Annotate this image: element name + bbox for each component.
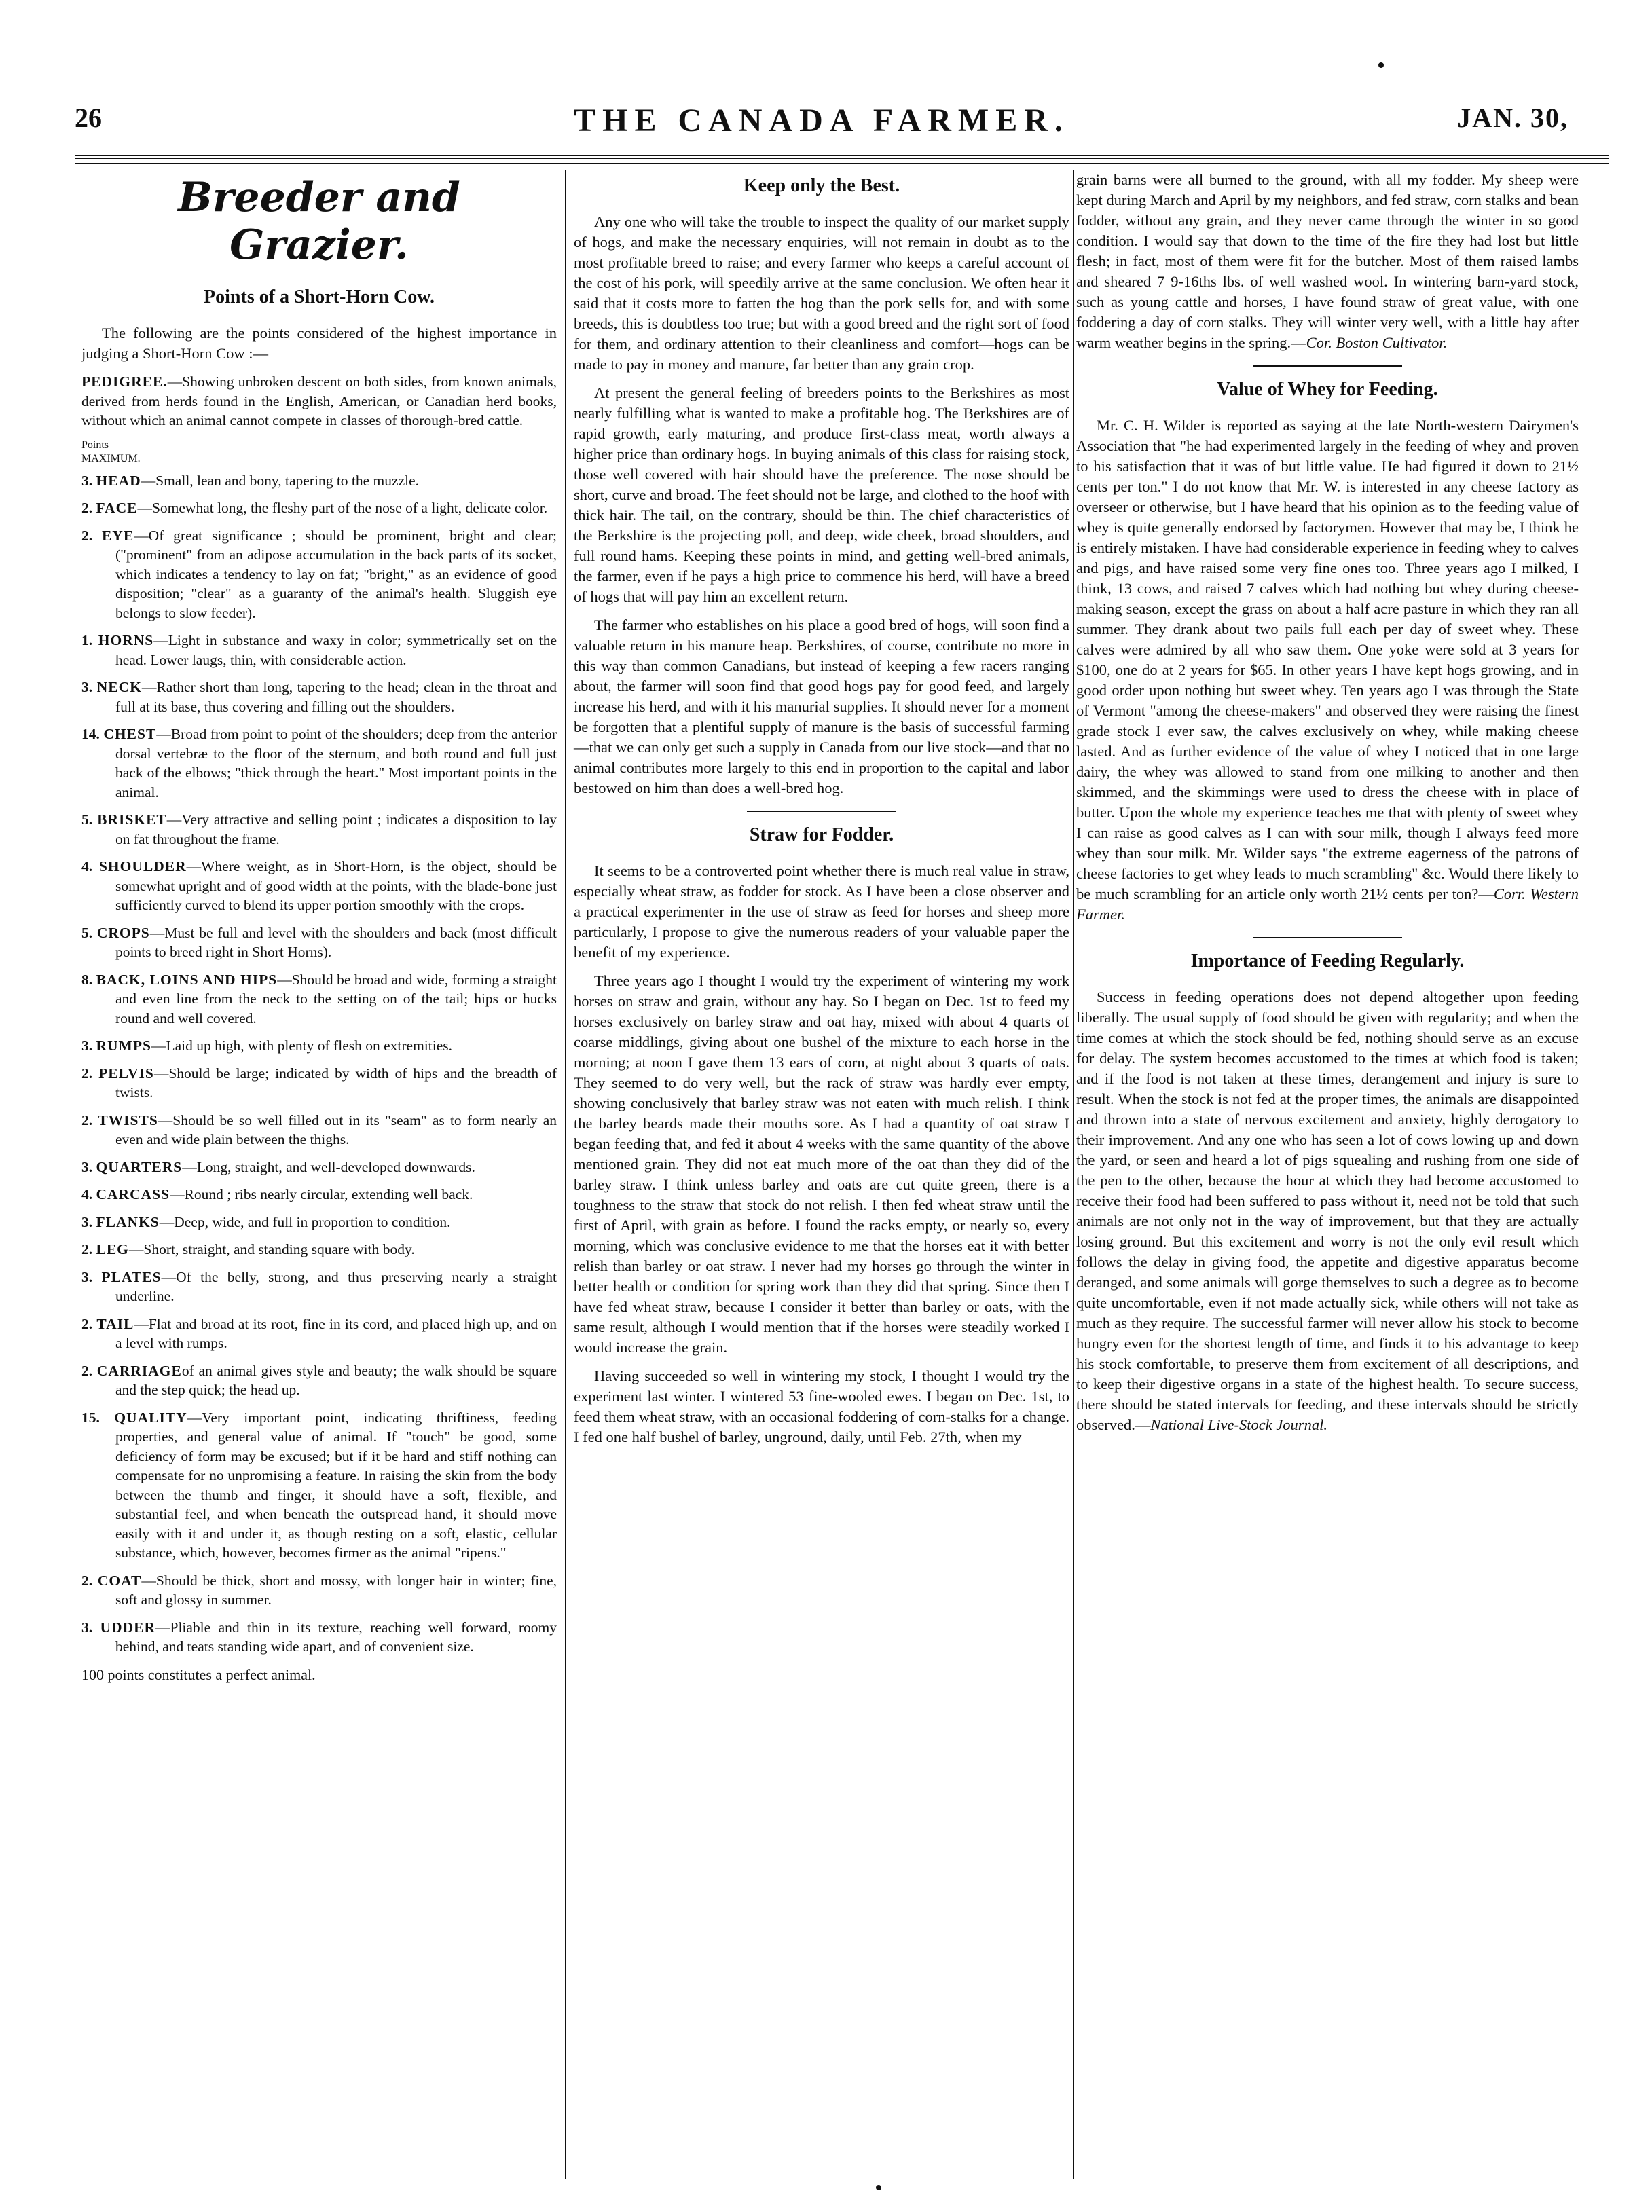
pedigree-label: PEDIGREE. <box>81 373 168 390</box>
point-label: QUARTERS <box>96 1158 183 1175</box>
pedigree-paragraph <box>81 372 557 430</box>
point-label: LEG <box>96 1241 129 1257</box>
point-item <box>81 724 557 802</box>
article-paragraph: Three years ago I thought I would try the experiment of wintering my work horses on straw and grain, without any hay. So I began on Dec. 1st to feed my horses exclusively on barley straw and oat hay, mixed with about 4 quarts of coarse middlings, giving about one bushel of the mixture to each horse in the morning; at noon I gave them 13 ears of corn, at night about 3 quarts of oats. They seemed to do very well, but the rack of straw was hardly ever empty, showing conclusively that barley straw was not eaten with much relish. I think the barley beards made their mouths sore. As I had a quantity of oat straw I began feeding that, and fed it about 4 weeks with the same quantity of the above mentioned grain. They did not eat much more of the oat than they did of the barley straw. I think unless barley and oats are cut quite green, there is a toughness to the straw that stock do not relish. I then fed wheat straw until the first of April, with grain as before. I found the racks empty, or nearly so, every morning, which was conclusive evidence to me that the horses eat it with better relish than barley or oat straw. I never had my horses go through the winter in better health or condition for spring work than they did that spring. Since then I have fed wheat straw, because I consider it better than barley or oats, with the same result, although I would mention that if the horses were steadily worked I would increase the grain. <box>574 972 1069 1356</box>
point-number: 2. <box>81 1572 93 1589</box>
point-item <box>81 923 557 962</box>
page-speck <box>1378 62 1384 68</box>
point-number: 2. <box>81 500 93 516</box>
point-item <box>81 1361 557 1400</box>
point-label: UDDER <box>100 1619 155 1636</box>
point-item <box>81 678 557 716</box>
point-number: 15. <box>81 1409 100 1426</box>
header-rule <box>75 155 1609 159</box>
signature: Corr. Western Farmer. <box>1076 885 1579 923</box>
point-text: —Broad from point to point of the shoulders; deep from the anterior dorsal vertebræ to the floor of the sternum, and both round and full just back of the elbows; "thick through the heart." Most important points in the animal. <box>115 726 557 800</box>
point-label: PELVIS <box>98 1065 154 1082</box>
point-number: 3. <box>81 472 93 489</box>
department-heading: Breeder and Grazier. <box>178 174 460 269</box>
point-item <box>81 1268 557 1306</box>
point-number: 2. <box>81 1241 93 1257</box>
article-text: Mr. C. H. Wilder is reported as saying at the late North-western Dairymen's Association that "he had experimented largely in the feeding of whey and proven to his satisfaction that it was of but little value. He had figured it down to 21½ cents per ton." I do not know that Mr. W. is interested in any cheese factory as overseer or otherwise, but I have heard that his opinion as to the feeding value of whey is quite generally endorsed by factorymen. However that may be, I think he is entirely mistaken. I have had considerable experience in feeding whey to calves and pigs, and have raised some very fine ones too. Three years ago I milked, I think, 13 cows, and raised 7 calves which had nothing but whey during cheese-making season, except the grass on about a half acre pasture in which they ran all summer. They drank about two pails full each per day of sweet whey. These calves were admired by all who saw them. One yoke were sold at 3 years for $100, one do at 2 years for $65. In other years I have kept hogs growing, and in good order upon nothing but sweet whey. Ten years ago I was through the State of Vermont "among the cheese-makers" and observed they were raising the finest grade stock I ever saw, the calves exclusively on whey, while making cheese lasted. And as further evidence of the value of whey I noticed that in one large dairy, the whey was allowed to stand from one milking to another and then skimmed, and the skimmings were used to dress the cheese with in place of butter. Upon the whole my experience teaches me that with plenty of sweet whey I can raise as good calves as I can with sour milk, though I always feed more whey than sour milk. Mr. Wilder says "the extreme eagerness of the patrons of cheese factories to get whey leads to much scrambling" &c. Would there likely to be much scrambling for an article only worth 21½ cents per ton?— <box>1076 417 1579 902</box>
point-text: —Should be large; indicated by width of hips and the breadth of twists. <box>115 1065 557 1101</box>
point-label: QUALITY <box>114 1409 187 1426</box>
point-number: 14. <box>81 726 100 742</box>
point-number: 2. <box>81 1362 93 1379</box>
point-item <box>81 1240 557 1259</box>
point-text: —Should be broad and wide, forming a straight and even line from the neck to the setting on of the tail; hips or hucks round and well covered. <box>115 971 557 1027</box>
point-item <box>81 471 557 491</box>
column-divider-1 <box>565 170 566 2179</box>
point-label: RUMPS <box>96 1037 151 1054</box>
points-label: Points <box>81 439 109 451</box>
article-paragraph: Having succeeded so well in wintering my stock, I thought I would try the experiment last winter. I wintered 53 fine-wooled ewes. I began on Dec. 1st, to feed them wheat straw, with an occasional foddering of corn-stalks for a change. I fed one half bushel of barley, unground, daily, until Feb. 27th, when my <box>574 1367 1069 1445</box>
section-rule <box>747 811 896 812</box>
point-number: 2. <box>81 1065 93 1082</box>
column-2 <box>574 170 1069 1456</box>
point-text: —Deep, wide, and full in proportion to condition. <box>159 1213 451 1230</box>
point-label: FACE <box>96 500 138 516</box>
point-label: CARCASS <box>96 1186 170 1202</box>
point-text: —Light in substance and waxy in color; symmetrically set on the head. Lower laugs, thin, with considerable action. <box>115 632 557 668</box>
point-text: —Where weight, as in Short-Horn, is the object, should be somewhat upright and of good width at the points, with the blade-bone just sufficiently curved to blend its upper portion smoothly with the crops. <box>115 858 557 913</box>
point-text: —Long, straight, and well-developed downwards. <box>182 1158 475 1175</box>
article-title-whey: Value of Whey for Feeding. <box>1217 379 1438 400</box>
point-number: 8. <box>81 971 93 988</box>
point-item <box>81 1036 557 1056</box>
point-label: HORNS <box>98 632 154 648</box>
point-number: 3. <box>81 1268 93 1285</box>
continued-text: grain barns were all burned to the ground, with all my fodder. My sheep were kept during March and April by my neighbors, and fed straw, corn stalks and bean fodder, without any grain, and they never came through the winter in so good condition. I would say that down to the time of the fire they had lost but little flesh; in fact, most of them were fit for the butcher. Most of them raised lambs and sheared 7 9-16ths lbs. of well washed wool. In wintering barn-yard stock, such as young cattle and horses, I have found straw of great value, with one foddering a day of corn stalks. They will winter very well, with a little hay after warm weather begins in the spring.— <box>1076 171 1579 351</box>
point-item <box>81 810 557 849</box>
signature: Cor. Boston Cultivator. <box>1306 334 1448 351</box>
point-number: 2. <box>81 1315 93 1332</box>
column-divider-2 <box>1073 170 1074 2179</box>
point-text: —Pliable and thin in its texture, reaching well forward, roomy behind, and teats standing wide apart, and of convenient size. <box>115 1619 557 1655</box>
article-paragraph: At present the general feeling of breeders points to the Berkshires as most nearly fulfilling what is wanted to make a profitable hog. The Berkshires are of rapid growth, early maturing, and produce first-class meat, worth always a higher price than ordinary hogs. In buying animals of this class for raising stock, those well covered with hair should have the preference. The nose should be short, curve and broad. The feet should not be large, and clothed to the hoof with thick hair. The tail, on the contrary, should be thin. The chief characteristics of the Berkshire is the projecting poll, and deep, wide cheek, broad shoulders, and full round hams. Keeping these points in mind, and getting well-bred animals, the farmer, even if he pays a high price to commence his herd, will have a breed of hogs that will pay him an excellent return. <box>574 384 1069 605</box>
column-1 <box>81 170 557 1693</box>
article-title-keep-best: Keep only the Best. <box>743 175 900 196</box>
point-item <box>81 1314 557 1353</box>
article-paragraph <box>1076 987 1579 1435</box>
point-item <box>81 1064 557 1103</box>
point-label: BACK, LOINS AND HIPS <box>96 971 278 988</box>
point-text: —Of the belly, strong, and thus preserving nearly a straight underline. <box>115 1268 557 1304</box>
point-item <box>81 1185 557 1204</box>
point-text: —Of great significance ; should be prominent, bright and clear; ("prominent" from an adipose accumulation in the back parts of its socket, which indicates a tendency to lay on fat; "bright," as an evidence of good disposition; "clear" as a guaranty of the animal's health. Sluggish eye belongs to slow feeder). <box>115 527 557 621</box>
point-text: —Should be thick, short and mossy, with longer hair in winter; fine, soft and glossy in summer. <box>115 1572 557 1608</box>
article-title-straw: Straw for Fodder. <box>749 824 894 845</box>
newspaper-title: THE CANADA FARMER. <box>574 103 1069 139</box>
intro-paragraph: The following are the points considered of the highest importance in judging a Short-Horn Cow :— <box>81 325 557 362</box>
point-text: —Small, lean and bony, tapering to the muzzle. <box>141 472 420 489</box>
continued-paragraph <box>1076 170 1579 353</box>
point-number: 5. <box>81 811 93 828</box>
point-text: —Laid up high, with plenty of flesh on extremities. <box>151 1037 452 1054</box>
issue-date: JAN. 30, <box>1457 103 1568 133</box>
point-item <box>81 1213 557 1232</box>
point-number: 1. <box>81 632 93 648</box>
point-number: 3. <box>81 1158 93 1175</box>
point-text: of an animal gives style and beauty; the walk should be square and the step quick; the head up. <box>115 1362 557 1398</box>
point-text: —Very important point, indicating thriftiness, feeding properties, and general value of animal. If "touch" be good, some deficiency of form may be excused; but if it be hard and stiff nothing can compensate for no unpromising a feature. In raising the skin from the body between the thumb and finger, it should have a soft, flexible, and substantial feel, and when beneath the outspread hand, it should move easily with it and under it, as though resting on a soft, elastic, cellular substance, which, however, becomes firmer as the animal "ripens." <box>115 1409 557 1561</box>
point-item <box>81 857 557 915</box>
article-title-feeding: Importance of Feeding Regularly. <box>1190 951 1465 972</box>
point-text: —Must be full and level with the shoulders and back (most difficult points to breed right in Short Horns). <box>115 924 557 960</box>
point-label: SHOULDER <box>98 858 187 874</box>
page-speck <box>876 2185 881 2190</box>
total-points: 100 points constitutes a perfect animal. <box>81 1665 316 1683</box>
point-number: 4. <box>81 1186 93 1202</box>
point-label: BRISKET <box>97 811 167 828</box>
point-item <box>81 1158 557 1177</box>
point-number: 3. <box>81 679 93 695</box>
point-item <box>81 1618 557 1657</box>
point-number: 3. <box>81 1213 93 1230</box>
point-label: FLANKS <box>96 1213 160 1230</box>
header-rule-thin <box>75 163 1609 164</box>
point-label: TWISTS <box>98 1111 158 1128</box>
point-number: 2. <box>81 1111 93 1128</box>
point-item <box>81 1571 557 1610</box>
section-rule <box>1253 937 1402 938</box>
point-item <box>81 526 557 623</box>
point-text: —Rather short than long, tapering to the head; clean in the throat and full at its base, thus covering and filling out the shoulders. <box>115 679 557 715</box>
point-number: 3. <box>81 1619 93 1636</box>
article-title-shorthorn: Points of a Short-Horn Cow. <box>204 287 435 308</box>
point-item <box>81 631 557 669</box>
point-number: 4. <box>81 858 93 874</box>
point-text: —Flat and broad at its root, fine in its cord, and placed high up, and on a level with rumps. <box>115 1315 557 1351</box>
point-text: —Short, straight, and standing square with body. <box>128 1241 415 1257</box>
column-3 <box>1076 170 1579 1443</box>
article-paragraph <box>1076 416 1579 925</box>
point-label: HEAD <box>96 472 141 489</box>
section-rule <box>1253 365 1402 367</box>
article-paragraph: It seems to be a controverted point whether there is much real value in straw, especially wheat straw, as fodder for stock. As I have been a close observer and a practical experimenter in the use of straw as feed for horses and sheep more particularly, I propose to give the numerous readers of your valuable paper the benefit of my experience. <box>574 862 1069 961</box>
article-paragraph: Any one who will take the trouble to inspect the quality of our market supply of hogs, and make the necessary enquiries, will not remain in doubt as to the most profitable breed to raise; and every farmer who keeps a careful account of the cost of his pork, will speedily arrive at the same conclusion. We often hear it said that it costs more to fatten the hog than the pork sells for, and with some breeds, this is doubtless too true; but with a good breed and the right sort of food for them, and ordinary attention to their cleanliness and comfort—hogs can be made to pay in money and manure, far better than any grain crop. <box>574 213 1069 373</box>
point-item <box>81 1111 557 1149</box>
point-label: COAT <box>97 1572 142 1589</box>
point-label: NECK <box>96 679 142 695</box>
page-number: 26 <box>75 103 102 133</box>
signature: National Live-Stock Journal. <box>1150 1416 1327 1433</box>
point-item <box>81 970 557 1029</box>
point-label: CARRIAGE <box>96 1362 182 1379</box>
point-label: EYE <box>101 527 134 544</box>
point-label: TAIL <box>96 1315 134 1332</box>
point-item <box>81 498 557 518</box>
point-label: CHEST <box>103 726 157 742</box>
point-text: —Round ; ribs nearly circular, extending well back. <box>170 1186 473 1202</box>
maximum-label: MAXIMUM. <box>81 452 141 464</box>
point-text: —Should be so well filled out in its "seam" as to form nearly an even and wide plain between the thighs. <box>115 1111 557 1147</box>
pedigree-text: —Showing unbroken descent on both sides, from known animals, derived from herds found in the English, American, or Canadian herd books, without which an animal cannot compete in classes of thorough-bred cattle. <box>81 373 557 428</box>
article-paragraph: The farmer who establishes on his place a good bred of hogs, will soon find a valuable return in his manure heap. Berkshires, of course, contribute no more in this way than common Canadians, but instead of keeping a few racers ranging about, the farmer will soon find that good hogs pay for good feed, and largely increase his herd, and with it his manurial supplies. It should never for a moment be forgotten that a plentiful supply of manure is the basis of successful farming—that we can only get such a supply in Canada from our live stock—and that no animal contributes more largely to this end in proportion to the capital and labor bestowed on him than does a well-bred hog. <box>574 616 1069 796</box>
points-list <box>81 471 557 1657</box>
point-text: —Somewhat long, the fleshy part of the nose of a light, delicate color. <box>137 500 548 516</box>
point-number: 3. <box>81 1037 93 1054</box>
masthead <box>75 102 1568 149</box>
article-text: Success in feeding operations does not depend altogether upon feeding liberally. The usual supply of food should be given with regularity; and when the time comes at which the stock should be fed, nothing should serve as an excuse for delay. The system becomes accustomed to the times at which food is taken; and if the food is not taken at these times, derangement and injury is sure to result. When the stock is not fed at the proper times, the animals are disappointed and thrown into a state of nervous excitement and anxiety, highly derogatory to their improvement. And any one who has seen a lot of cows lowing up and down the yard, or seen and heard a lot of pigs squealing and rushing from one side of the pen to the other, because the hour at which they had become accustomed to receive their food had been suffered to pass without it, need not be told that such animals are not only not in the way of improvement, but that they are actually losing ground. But this excitement and worry is not the only evil result which follows the delay in giving food, the appetite and digestive apparatus become deranged, and some animals will gorge themselves to such a degree as to become quite uncomfortable, even if not made actually sick, while others will not take as much as they require. The successful farmer will never allow his stock to become hungry even for the shortest length of time, and finds it to his advantage to keep his stock comfortable, to preserve them from excitement of all descriptions, and to keep their digestive organs in a state of the highest health. To secure success, there should be stated intervals for feeding, and these intervals should be strictly observed.— <box>1076 989 1579 1433</box>
point-text: —Very attractive and selling point ; indicates a disposition to lay on fat throughout the frame. <box>115 811 557 847</box>
point-item <box>81 1408 557 1563</box>
point-label: CROPS <box>96 924 150 941</box>
point-label: PLATES <box>101 1268 162 1285</box>
point-number: 5. <box>81 924 93 941</box>
point-number: 2. <box>81 527 93 544</box>
